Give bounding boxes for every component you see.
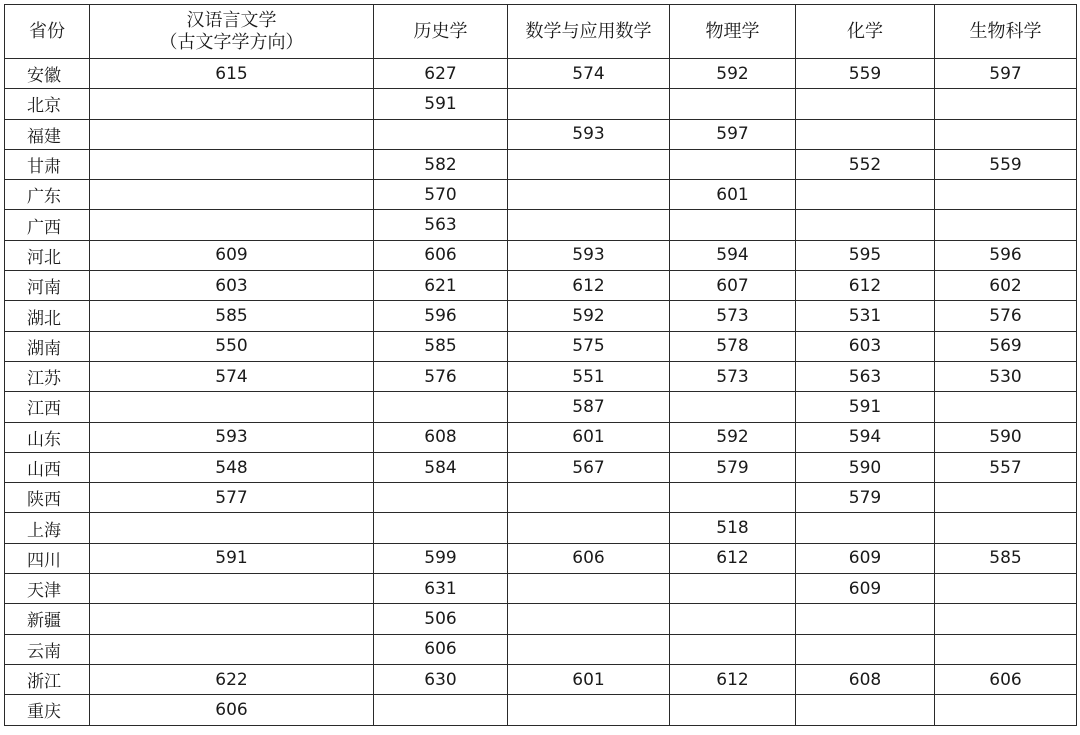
score-cell-lishi: 576: [374, 361, 508, 391]
score-cell-hanyu: [90, 119, 374, 149]
table-row: [5, 392, 1077, 422]
score-cell-wuli: 578: [670, 331, 796, 361]
score-cell-shengwu: 557: [935, 452, 1077, 482]
score-cell-lishi: 582: [374, 149, 508, 179]
table-body: [5, 59, 1077, 726]
score-cell-shuxue: 593: [508, 119, 670, 149]
score-cell-shengwu: 597: [935, 59, 1077, 89]
score-cell-hanyu: [90, 89, 374, 119]
score-cell-shuxue: 551: [508, 361, 670, 391]
province-cell: 山西: [5, 452, 90, 482]
score-cell-shengwu: 585: [935, 543, 1077, 573]
province-cell: 云南: [5, 634, 90, 664]
province-cell: 湖北: [5, 301, 90, 331]
score-cell-wuli: 597: [670, 119, 796, 149]
table-row: [5, 331, 1077, 361]
score-cell-shuxue: 606: [508, 543, 670, 573]
column-header-shuxue: [508, 5, 670, 59]
column-header-label: 生物科学: [969, 20, 1042, 42]
score-cell-shengwu: 530: [935, 361, 1077, 391]
score-cell-huaxue: 612: [796, 271, 935, 301]
column-header-label: 数学与应用数学: [525, 20, 652, 42]
province-cell: 陕西: [5, 483, 90, 513]
score-cell-lishi: [374, 392, 508, 422]
score-cell-shengwu: [935, 89, 1077, 119]
score-cell-shengwu: [935, 392, 1077, 422]
column-header-huaxue: [796, 5, 935, 59]
score-cell-huaxue: [796, 513, 935, 543]
score-cell-shengwu: 602: [935, 271, 1077, 301]
table-row: [5, 361, 1077, 391]
table-row: [5, 119, 1077, 149]
score-cell-huaxue: 603: [796, 331, 935, 361]
score-cell-wuli: [670, 574, 796, 604]
column-header-shengwu: [935, 5, 1077, 59]
score-cell-wuli: [670, 89, 796, 119]
province-cell: 上海: [5, 513, 90, 543]
score-cell-lishi: 608: [374, 422, 508, 452]
score-cell-wuli: 573: [670, 301, 796, 331]
score-cell-lishi: 606: [374, 634, 508, 664]
column-header-hanyu: [90, 5, 374, 59]
score-cell-huaxue: [796, 210, 935, 240]
province-cell: 广东: [5, 180, 90, 210]
score-cell-hanyu: 609: [90, 240, 374, 270]
score-cell-lishi: [374, 483, 508, 513]
province-cell: 重庆: [5, 695, 90, 725]
score-cell-wuli: 518: [670, 513, 796, 543]
column-header-sublabel: （古文字学方向）: [159, 31, 304, 53]
table-row: [5, 604, 1077, 634]
province-cell: 安徽: [5, 59, 90, 89]
score-cell-shengwu: [935, 483, 1077, 513]
score-cell-lishi: 631: [374, 574, 508, 604]
score-cell-shuxue: [508, 89, 670, 119]
score-table: [4, 4, 1077, 726]
score-cell-shengwu: 559: [935, 149, 1077, 179]
score-cell-shuxue: 592: [508, 301, 670, 331]
score-cell-shuxue: [508, 513, 670, 543]
score-cell-huaxue: [796, 695, 935, 725]
province-cell: 浙江: [5, 664, 90, 694]
score-cell-shuxue: 593: [508, 240, 670, 270]
province-cell: 四川: [5, 543, 90, 573]
column-header-label: 汉语言文学: [186, 9, 277, 31]
score-cell-huaxue: 591: [796, 392, 935, 422]
table-row: [5, 271, 1077, 301]
score-cell-wuli: 594: [670, 240, 796, 270]
province-cell: 山东: [5, 422, 90, 452]
score-cell-hanyu: [90, 513, 374, 543]
table-row: [5, 240, 1077, 270]
score-cell-wuli: [670, 392, 796, 422]
table-row: [5, 543, 1077, 573]
score-cell-wuli: [670, 695, 796, 725]
score-cell-shuxue: 601: [508, 664, 670, 694]
score-cell-lishi: 627: [374, 59, 508, 89]
score-cell-hanyu: 593: [90, 422, 374, 452]
province-cell: 广西: [5, 210, 90, 240]
table-row: [5, 574, 1077, 604]
score-cell-huaxue: [796, 180, 935, 210]
score-cell-lishi: [374, 513, 508, 543]
column-header-province: [5, 5, 90, 59]
province-cell: 湖南: [5, 331, 90, 361]
column-header-label: 化学: [847, 20, 883, 42]
score-cell-wuli: 592: [670, 59, 796, 89]
score-cell-hanyu: 591: [90, 543, 374, 573]
score-cell-lishi: 630: [374, 664, 508, 694]
score-cell-hanyu: 615: [90, 59, 374, 89]
table-row: [5, 149, 1077, 179]
score-cell-shengwu: [935, 695, 1077, 725]
score-cell-hanyu: [90, 604, 374, 634]
score-cell-shengwu: 596: [935, 240, 1077, 270]
province-cell: 江苏: [5, 361, 90, 391]
score-cell-wuli: 601: [670, 180, 796, 210]
score-cell-huaxue: 595: [796, 240, 935, 270]
score-cell-hanyu: 577: [90, 483, 374, 513]
score-cell-hanyu: 606: [90, 695, 374, 725]
province-cell: 天津: [5, 574, 90, 604]
score-cell-hanyu: 603: [90, 271, 374, 301]
score-cell-huaxue: 594: [796, 422, 935, 452]
province-cell: 新疆: [5, 604, 90, 634]
score-cell-hanyu: 550: [90, 331, 374, 361]
score-cell-shuxue: [508, 695, 670, 725]
score-cell-hanyu: 574: [90, 361, 374, 391]
score-cell-shuxue: 612: [508, 271, 670, 301]
score-cell-huaxue: 590: [796, 452, 935, 482]
score-cell-huaxue: 608: [796, 664, 935, 694]
score-cell-lishi: 570: [374, 180, 508, 210]
score-cell-huaxue: [796, 604, 935, 634]
score-cell-shuxue: [508, 574, 670, 604]
province-cell: 河北: [5, 240, 90, 270]
province-cell: 北京: [5, 89, 90, 119]
column-header-lishi: [374, 5, 508, 59]
score-cell-shuxue: 574: [508, 59, 670, 89]
score-cell-shuxue: [508, 149, 670, 179]
score-cell-hanyu: [90, 210, 374, 240]
score-cell-lishi: 621: [374, 271, 508, 301]
table-row: [5, 422, 1077, 452]
score-cell-shengwu: 590: [935, 422, 1077, 452]
score-cell-shuxue: [508, 634, 670, 664]
province-cell: 江西: [5, 392, 90, 422]
score-cell-huaxue: 563: [796, 361, 935, 391]
score-cell-hanyu: 622: [90, 664, 374, 694]
score-cell-wuli: 579: [670, 452, 796, 482]
column-header-label: 物理学: [705, 20, 760, 42]
table-row: [5, 695, 1077, 725]
score-cell-wuli: 612: [670, 543, 796, 573]
score-cell-shengwu: 606: [935, 664, 1077, 694]
score-cell-lishi: [374, 695, 508, 725]
score-cell-shuxue: 601: [508, 422, 670, 452]
score-cell-lishi: 585: [374, 331, 508, 361]
score-cell-hanyu: 548: [90, 452, 374, 482]
score-cell-shengwu: [935, 119, 1077, 149]
table-row: [5, 180, 1077, 210]
score-cell-shengwu: [935, 210, 1077, 240]
score-cell-wuli: [670, 604, 796, 634]
score-cell-wuli: [670, 634, 796, 664]
score-cell-huaxue: 579: [796, 483, 935, 513]
score-cell-wuli: 592: [670, 422, 796, 452]
score-cell-shengwu: 576: [935, 301, 1077, 331]
column-header-label: 历史学: [413, 20, 468, 42]
table-row: [5, 452, 1077, 482]
score-cell-shuxue: 567: [508, 452, 670, 482]
score-cell-shuxue: 587: [508, 392, 670, 422]
score-cell-wuli: 573: [670, 361, 796, 391]
score-cell-huaxue: [796, 89, 935, 119]
score-cell-lishi: 591: [374, 89, 508, 119]
table-row: [5, 664, 1077, 694]
score-cell-lishi: [374, 119, 508, 149]
score-cell-lishi: 563: [374, 210, 508, 240]
score-cell-hanyu: [90, 392, 374, 422]
province-cell: 河南: [5, 271, 90, 301]
score-cell-lishi: 506: [374, 604, 508, 634]
table-row: [5, 89, 1077, 119]
score-cell-shuxue: [508, 210, 670, 240]
score-cell-hanyu: [90, 180, 374, 210]
score-cell-wuli: 607: [670, 271, 796, 301]
score-cell-shuxue: [508, 483, 670, 513]
score-cell-shengwu: [935, 604, 1077, 634]
table-row: [5, 483, 1077, 513]
score-cell-wuli: [670, 210, 796, 240]
score-cell-huaxue: [796, 119, 935, 149]
score-cell-huaxue: 609: [796, 574, 935, 604]
table-row: [5, 634, 1077, 664]
column-header-label: 省份: [29, 20, 65, 42]
score-cell-wuli: [670, 149, 796, 179]
score-cell-wuli: 612: [670, 664, 796, 694]
score-cell-lishi: 584: [374, 452, 508, 482]
table-row: [5, 513, 1077, 543]
score-cell-shuxue: [508, 604, 670, 634]
score-cell-lishi: 599: [374, 543, 508, 573]
table-row: [5, 59, 1077, 89]
score-cell-shuxue: [508, 180, 670, 210]
score-cell-huaxue: 559: [796, 59, 935, 89]
score-cell-wuli: [670, 483, 796, 513]
score-cell-shuxue: 575: [508, 331, 670, 361]
province-cell: 福建: [5, 119, 90, 149]
score-cell-lishi: 596: [374, 301, 508, 331]
score-cell-shengwu: [935, 634, 1077, 664]
score-cell-hanyu: 585: [90, 301, 374, 331]
table-row: [5, 301, 1077, 331]
table-row: [5, 210, 1077, 240]
header-row: [5, 5, 1077, 59]
score-cell-huaxue: 609: [796, 543, 935, 573]
score-cell-lishi: 606: [374, 240, 508, 270]
score-cell-hanyu: [90, 149, 374, 179]
province-cell: 甘肃: [5, 149, 90, 179]
score-cell-shengwu: [935, 574, 1077, 604]
score-cell-hanyu: [90, 574, 374, 604]
score-cell-huaxue: [796, 634, 935, 664]
score-cell-huaxue: 531: [796, 301, 935, 331]
score-cell-shengwu: [935, 180, 1077, 210]
score-cell-huaxue: 552: [796, 149, 935, 179]
score-cell-hanyu: [90, 634, 374, 664]
score-cell-shengwu: 569: [935, 331, 1077, 361]
column-header-wuli: [670, 5, 796, 59]
score-cell-shengwu: [935, 513, 1077, 543]
